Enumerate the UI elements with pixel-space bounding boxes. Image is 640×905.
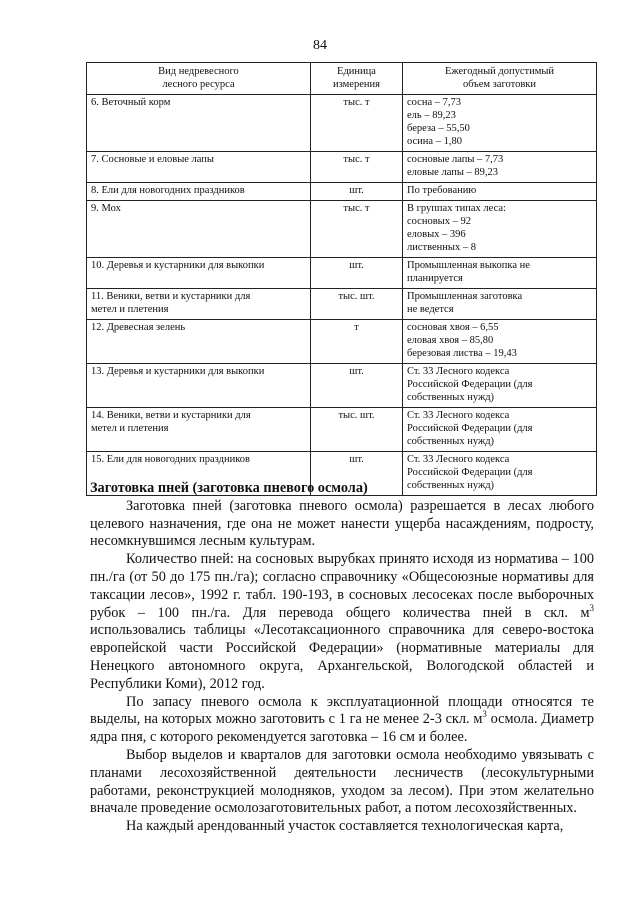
table-body: [87, 95, 597, 496]
volume-cell: В группах типах леса: сосновых – 92 еловых – 396 лиственных – 8: [403, 201, 597, 258]
resource-cell: 10. Деревья и кустарники для выкопки: [87, 258, 311, 289]
header-resource: Вид недревесного лесного ресурса: [87, 63, 311, 95]
resource-cell: 6. Веточный корм: [87, 95, 311, 152]
resource-cell: 9. Мох: [87, 201, 311, 258]
table-row: [87, 320, 597, 364]
paragraph: Заготовка пней (заготовка пневого осмола) разрешается в лесах любого целевого назначения, где она не может нанести ущерба насаждениям, подросту, несомкнувшимся лесным культурам.: [90, 497, 594, 550]
section-heading: Заготовка пней (заготовка пневого осмола): [90, 480, 368, 496]
table-row: [87, 95, 597, 152]
unit-cell: тыс. шт.: [311, 408, 403, 452]
table-row: [87, 289, 597, 320]
volume-cell: сосновые лапы – 7,73 еловые лапы – 89,23: [403, 152, 597, 183]
volume-cell: Ст. 33 Лесного кодекса Российской Федерации (для собственных нужд): [403, 408, 597, 452]
unit-cell: тыс. т: [311, 95, 403, 152]
volume-cell: Ст. 33 Лесного кодекса Российской Федерации (для собственных нужд): [403, 452, 597, 496]
resource-table: [86, 62, 597, 496]
table-header-row: [87, 63, 597, 95]
resource-cell: 15. Ели для новогодних праздников: [87, 452, 311, 496]
volume-cell: По требованию: [403, 183, 597, 201]
resource-cell: 11. Веники, ветви и кустарники для метел и плетения: [87, 289, 311, 320]
superscript: 3: [482, 709, 487, 720]
table-row: [87, 364, 597, 408]
table-row: [87, 183, 597, 201]
resource-cell: 8. Ели для новогодних праздников: [87, 183, 311, 201]
unit-cell: шт.: [311, 364, 403, 408]
unit-cell: т: [311, 320, 403, 364]
volume-cell: сосна – 7,73 ель – 89,23 береза – 55,50 осина – 1,80: [403, 95, 597, 152]
resource-cell: 14. Веники, ветви и кустарники для метел и плетения: [87, 408, 311, 452]
paragraph: Выбор выделов и кварталов для заготовки осмола необходимо увязывать с планами лесохозяйственной деятельности лесничеств (лесокультурными работами, реконструкцией молодняков, уходом за лесом). При этом желательно вначале проведение осмолозаготовительных работ, а потом лесохозяйственных.: [90, 746, 594, 817]
table-row: [87, 201, 597, 258]
section-text: [90, 480, 594, 836]
table-row: [87, 408, 597, 452]
paragraph: Количество пней: на сосновых вырубках принято исходя из норматива – 100 пн./га (от 50 до 175 пн./га); согласно справочнику «Общесоюзные нормативы для таксации лесов», 1992 г. табл. 190-193, в сосновых лесосеках после выборочных рубок – 100 пн./га. Для перевода общего количества пней в скл. $м^3$ использовались таблицы «Лесотаксационного справочника для северо-востока европейской части Российской Федерации» (нормативные материалы для Ненецкого автономного округа, Архангельской, Вологодской областей и Республики Коми), 2012 год.: [90, 551, 594, 692]
unit-cell: тыс. т: [311, 201, 403, 258]
table-row: [87, 258, 597, 289]
paragraph: На каждый арендованный участок составляется технологическая карта,: [126, 818, 564, 835]
header-volume: Ежегодный допустимый объем заготовки: [403, 63, 597, 95]
header-unit: Единица измерения: [311, 63, 403, 95]
volume-cell: Промышленная выкопка не планируется: [403, 258, 597, 289]
unit-cell: тыс. шт.: [311, 289, 403, 320]
resource-cell: 13. Деревья и кустарники для выкопки: [87, 364, 311, 408]
unit-cell: шт.: [311, 452, 403, 496]
volume-cell: Промышленная заготовка не ведется: [403, 289, 597, 320]
table-row: [87, 152, 597, 183]
unit-cell: шт.: [311, 258, 403, 289]
resource-cell: 7. Сосновые и еловые лапы: [87, 152, 311, 183]
unit-cell: шт.: [311, 183, 403, 201]
paragraph: По запасу пневого осмола к эксплуатационной площади относятся те выделы, на которых можно заготовить с 1 га не менее 2-3 скл. $м^3$ осмола. Диаметр ядра пня, с которого рекомендуется заготовка – 16 см и более.: [90, 693, 594, 746]
volume-cell: сосновая хвоя – 6,55 еловая хвоя – 85,80 березовая листва – 19,43: [403, 320, 597, 364]
volume-cell: Ст. 33 Лесного кодекса Российской Федерации (для собственных нужд): [403, 364, 597, 408]
superscript: 3: [589, 602, 594, 613]
page-number: 84: [313, 38, 327, 53]
resource-cell: 12. Древесная зелень: [87, 320, 311, 364]
unit-cell: тыс. т: [311, 152, 403, 183]
